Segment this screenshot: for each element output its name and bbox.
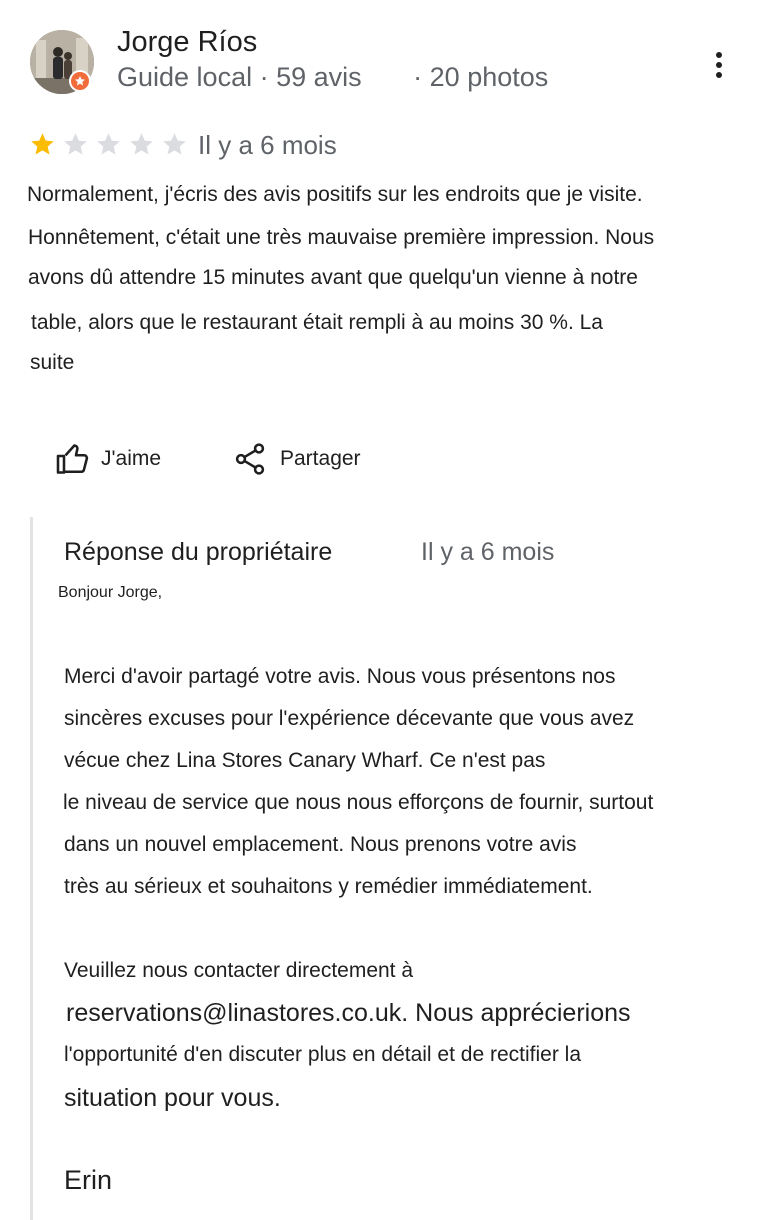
like-button[interactable] <box>55 441 161 477</box>
review-date: Il y a 6 mois <box>198 130 337 160</box>
owner-response-greeting: Bonjour Jorge, <box>58 584 163 601</box>
star-empty-icon <box>128 131 155 158</box>
star-filled-icon <box>29 131 56 158</box>
review-text-line: suite <box>30 351 75 374</box>
owner-response-line: sincères excuses pour l'expérience décevante que vous avez <box>64 707 635 730</box>
response-divider <box>30 517 33 1220</box>
owner-response-line: Veuillez nous contacter directement à <box>64 959 414 982</box>
more-vert-icon <box>716 52 722 58</box>
reviewer-meta <box>117 62 548 93</box>
reviewer-name[interactable]: Jorge Ríos <box>117 26 258 58</box>
owner-response-line: situation pour vous. <box>64 1084 281 1112</box>
reviewer-photo-count: · 20 photos <box>413 62 549 92</box>
owner-response-email-line: reservations@linastores.co.uk. Nous apprécierions <box>66 999 631 1027</box>
owner-response-line: très au sérieux et souhaitons y remédier immédiatement. <box>64 875 593 898</box>
review-text-line: avons dû attendre 15 minutes avant que quelqu'un vienne à notre <box>28 266 638 289</box>
owner-response-line: l'opportunité d'en discuter plus en détail et de rectifier la <box>64 1043 581 1066</box>
share-icon <box>232 441 268 477</box>
owner-response-line: dans un nouvel emplacement. Nous prenons votre avis <box>64 833 577 856</box>
share-label: Partager <box>280 447 361 470</box>
more-options-button[interactable] <box>704 48 734 82</box>
star-empty-icon <box>62 131 89 158</box>
owner-response-line: le niveau de service que nous nous efforçons de fournir, surtout <box>63 791 654 814</box>
share-button[interactable] <box>232 441 361 477</box>
reviewer-review-count: · 59 avis <box>259 62 362 92</box>
thumb-up-icon <box>55 441 91 477</box>
owner-response-date: Il y a 6 mois <box>421 538 555 566</box>
owner-response-line: vécue chez Lina Stores Canary Wharf. Ce n'est pas <box>64 749 546 772</box>
star-empty-icon <box>95 131 122 158</box>
like-label: J'aime <box>101 447 162 470</box>
review-text-line: Honnêtement, c'était une très mauvaise première impression. Nous <box>28 226 655 249</box>
star-empty-icon <box>161 131 188 158</box>
reviewer-level: Guide local <box>117 62 253 92</box>
star-rating <box>29 131 188 158</box>
owner-response-title: Réponse du propriétaire <box>64 538 333 566</box>
local-guide-star-icon <box>69 70 91 92</box>
owner-response-signature: Erin <box>64 1165 113 1195</box>
review-text-line: table, alors que le restaurant était rempli à au moins 30 %. La <box>31 311 603 334</box>
owner-response-line: Merci d'avoir partagé votre avis. Nous vous présentons nos <box>64 665 616 688</box>
review-text-line: Normalement, j'écris des avis positifs sur les endroits que je visite. <box>27 183 643 206</box>
